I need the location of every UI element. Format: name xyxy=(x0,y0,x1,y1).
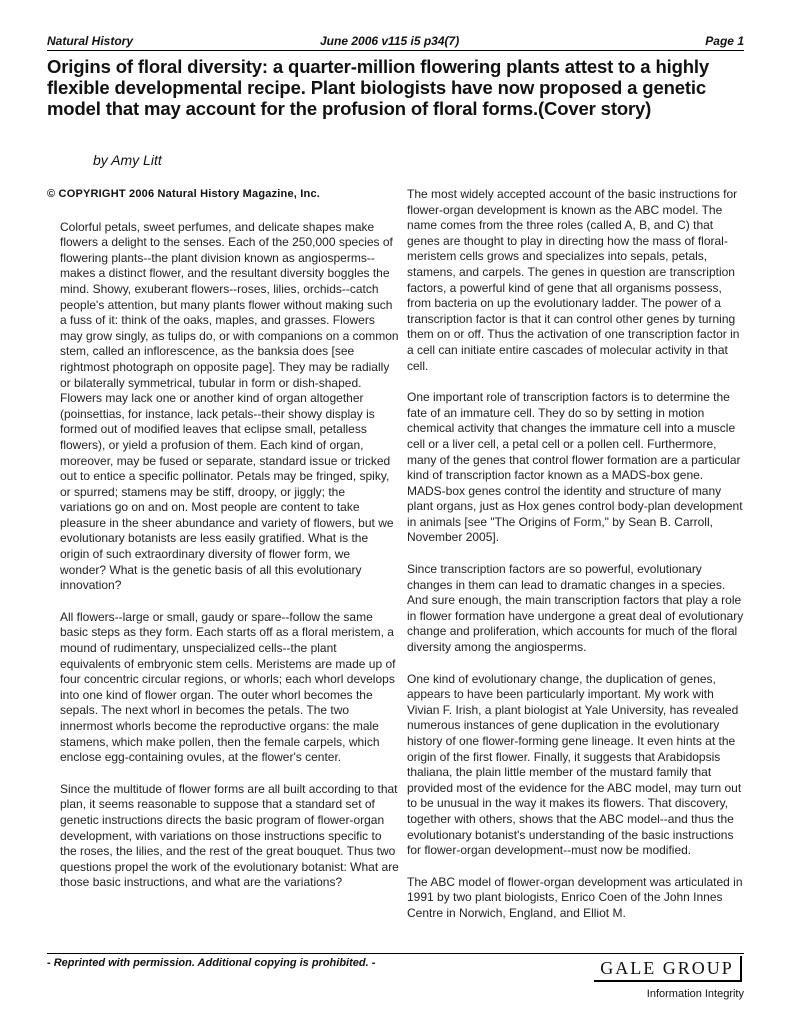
article-byline: by Amy Litt xyxy=(93,152,162,168)
copyright-notice: © COPYRIGHT 2006 Natural History Magazine, Inc. xyxy=(47,188,321,200)
right-column xyxy=(407,187,745,938)
article-paragraph: Colorful petals, sweet perfumes, and delicate shapes make flowers a delight to the senses. Each of the 250,000 species of flowering plants--the plant division known as angiosperms--makes a distinct flower, and the resultant diversity boggles the mind. Showy, exuberant flowers--roses, lilies, orchids--catch people's attention, but many plants flower without making such a fuss of it: think of the oaks, maples, and grasses. Flowers may grow singly, as tulips do, or with companions on a common stem, called an inflorescence, as the banksia does [see rightmost photograph on opposite page]. They may be radially or bilaterally symmetrical, tubular in form or dish-shaped. Flowers may lack one or another kind of organ altogether (poinsettias, for instance, lack petals--their showy display is formed out of modified leaves that eclipse small, petalless flowers), or yield a profusion of them. Each kind of organ, moreover, may be fused or separate, standard issue or tricked out to entice a specific pollinator. Petals may be fringed, spiky, or spurred; stamens may be stiff, droopy, or jiggly; the variations go on and on. Most people are content to take pleasure in the sheer abundance and variety of flowers, but we evolutionary botanists are less easily gratified. What is the origin of such extraordinary diversity of flower form, we wonder? What is the genetic basis of all this evolutionary innovation? xyxy=(60,219,399,593)
article-paragraph: All flowers--large or small, gaudy or spare--follow the same basic steps as they form. Each starts off as a floral meristem, a mound of rudimentary, unspecialized cells--the plant equivalents of embryonic stem cells. Meristems are made up of four concentric circular regions, or whorls; each whorl develops into one kind of flower organ. The outer whorl becomes the sepals. The next whorl in becomes the petals. The two innermost whorls become the reproductive organs: the male stamens, which make pollen, then the female carpels, which enclose egg-containing ovules, at the flower's center. xyxy=(60,609,396,765)
reprint-notice: - Reprinted with permission. Additional copying is prohibited. - xyxy=(47,957,376,969)
left-column xyxy=(47,187,399,907)
brand-tagline: Information Integrity xyxy=(646,988,744,1000)
publication-name: Natural History xyxy=(47,34,134,48)
article-paragraph: Since the multitude of flower forms are all built according to that plan, it seems reasonable to suppose that a standard set of genetic instructions directs the basic program of flower-organ development, with variations on those instructions specific to the roses, the lilies, and the rest of the great bouquet. Thus two questions propel the work of the evolutionary botanist: What are those basic instructions, and what are the variations? xyxy=(60,781,399,890)
page-number: Page 1 xyxy=(705,34,744,48)
article-paragraph: One kind of evolutionary change, the duplication of genes, appears to have been particularly important. My work with Vivian F. Irish, a plant biologist at Yale University, has revealed numerous instances of gene duplication in the evolutionary history of one flower-forming gene lineage. It even hints at the origin of the first flower. Finally, it suggests that Arabidopsis thaliana, the plain little member of the mustard family that provided most of the evidence for the ABC model, may turn out to be unusual in the way it makes its flowers. That discovery, together with others, shows that the ABC model--and thus the evolutionary botanist's understanding of the basic instructions for flower-organ development--must now be modified. xyxy=(407,671,742,858)
article-paragraph: The ABC model of flower-organ development was articulated in 1991 by two plant biologists, Enrico Coen of the John Innes Centre in Norwich, England, and Elliot M. xyxy=(407,874,743,920)
issue-citation: June 2006 v115 i5 p34(7) xyxy=(320,34,460,48)
article-title: Origins of floral diversity: a quarter-million flowering plants attest to a highly flexible developmental recipe. Plant biologists have now proposed a genetic model that may account for the profusion of floral forms.(Cover story) xyxy=(47,56,710,119)
article-paragraph: The most widely accepted account of the basic instructions for flower-organ development is known as the ABC model. The name comes from the three roles (called A, B, and C) that genes are thought to play in directing how the mass of floral-meristem cells grows and specializes into sepals, petals, stamens, and carpels. The genes in question are transcription factors, a powerful kind of gene that all organisms possess, from bacteria on up the evolutionary ladder. The power of a transcription factor is that it can control other genes by turning them on or off. Thus the activation of one transcription factor in a cell can initiate entire cascades of molecular activity in that cell. xyxy=(407,187,740,373)
gale-group-logo: GALE GROUP xyxy=(594,956,742,982)
article-paragraph: One important role of transcription factors is to determine the fate of an immature cell. They do so by setting in motion chemical activity that changes the immature cell into a muscle cell or a liver cell, a petal cell or a pollen cell. Furthermore, many of the genes that control flower formation are a particular kind of transcription factor known as a MADS-box gene. MADS-box genes control the identity and structure of many plant organs, just as Hox genes control body-plan development in animals [see "The Origins of Form," by Sean B. Carroll, November 2005]. xyxy=(407,390,743,545)
article-paragraph: Since transcription factors are so powerful, evolutionary changes in them can lead to dramatic changes in a species. And sure enough, the main transcription factors that play a role in flower formation have undergone a great deal of evolutionary change and proliferation, which accounts for much of the floral diversity among the angiosperms. xyxy=(407,562,744,655)
footer-divider xyxy=(47,953,744,954)
page-header xyxy=(47,34,744,51)
